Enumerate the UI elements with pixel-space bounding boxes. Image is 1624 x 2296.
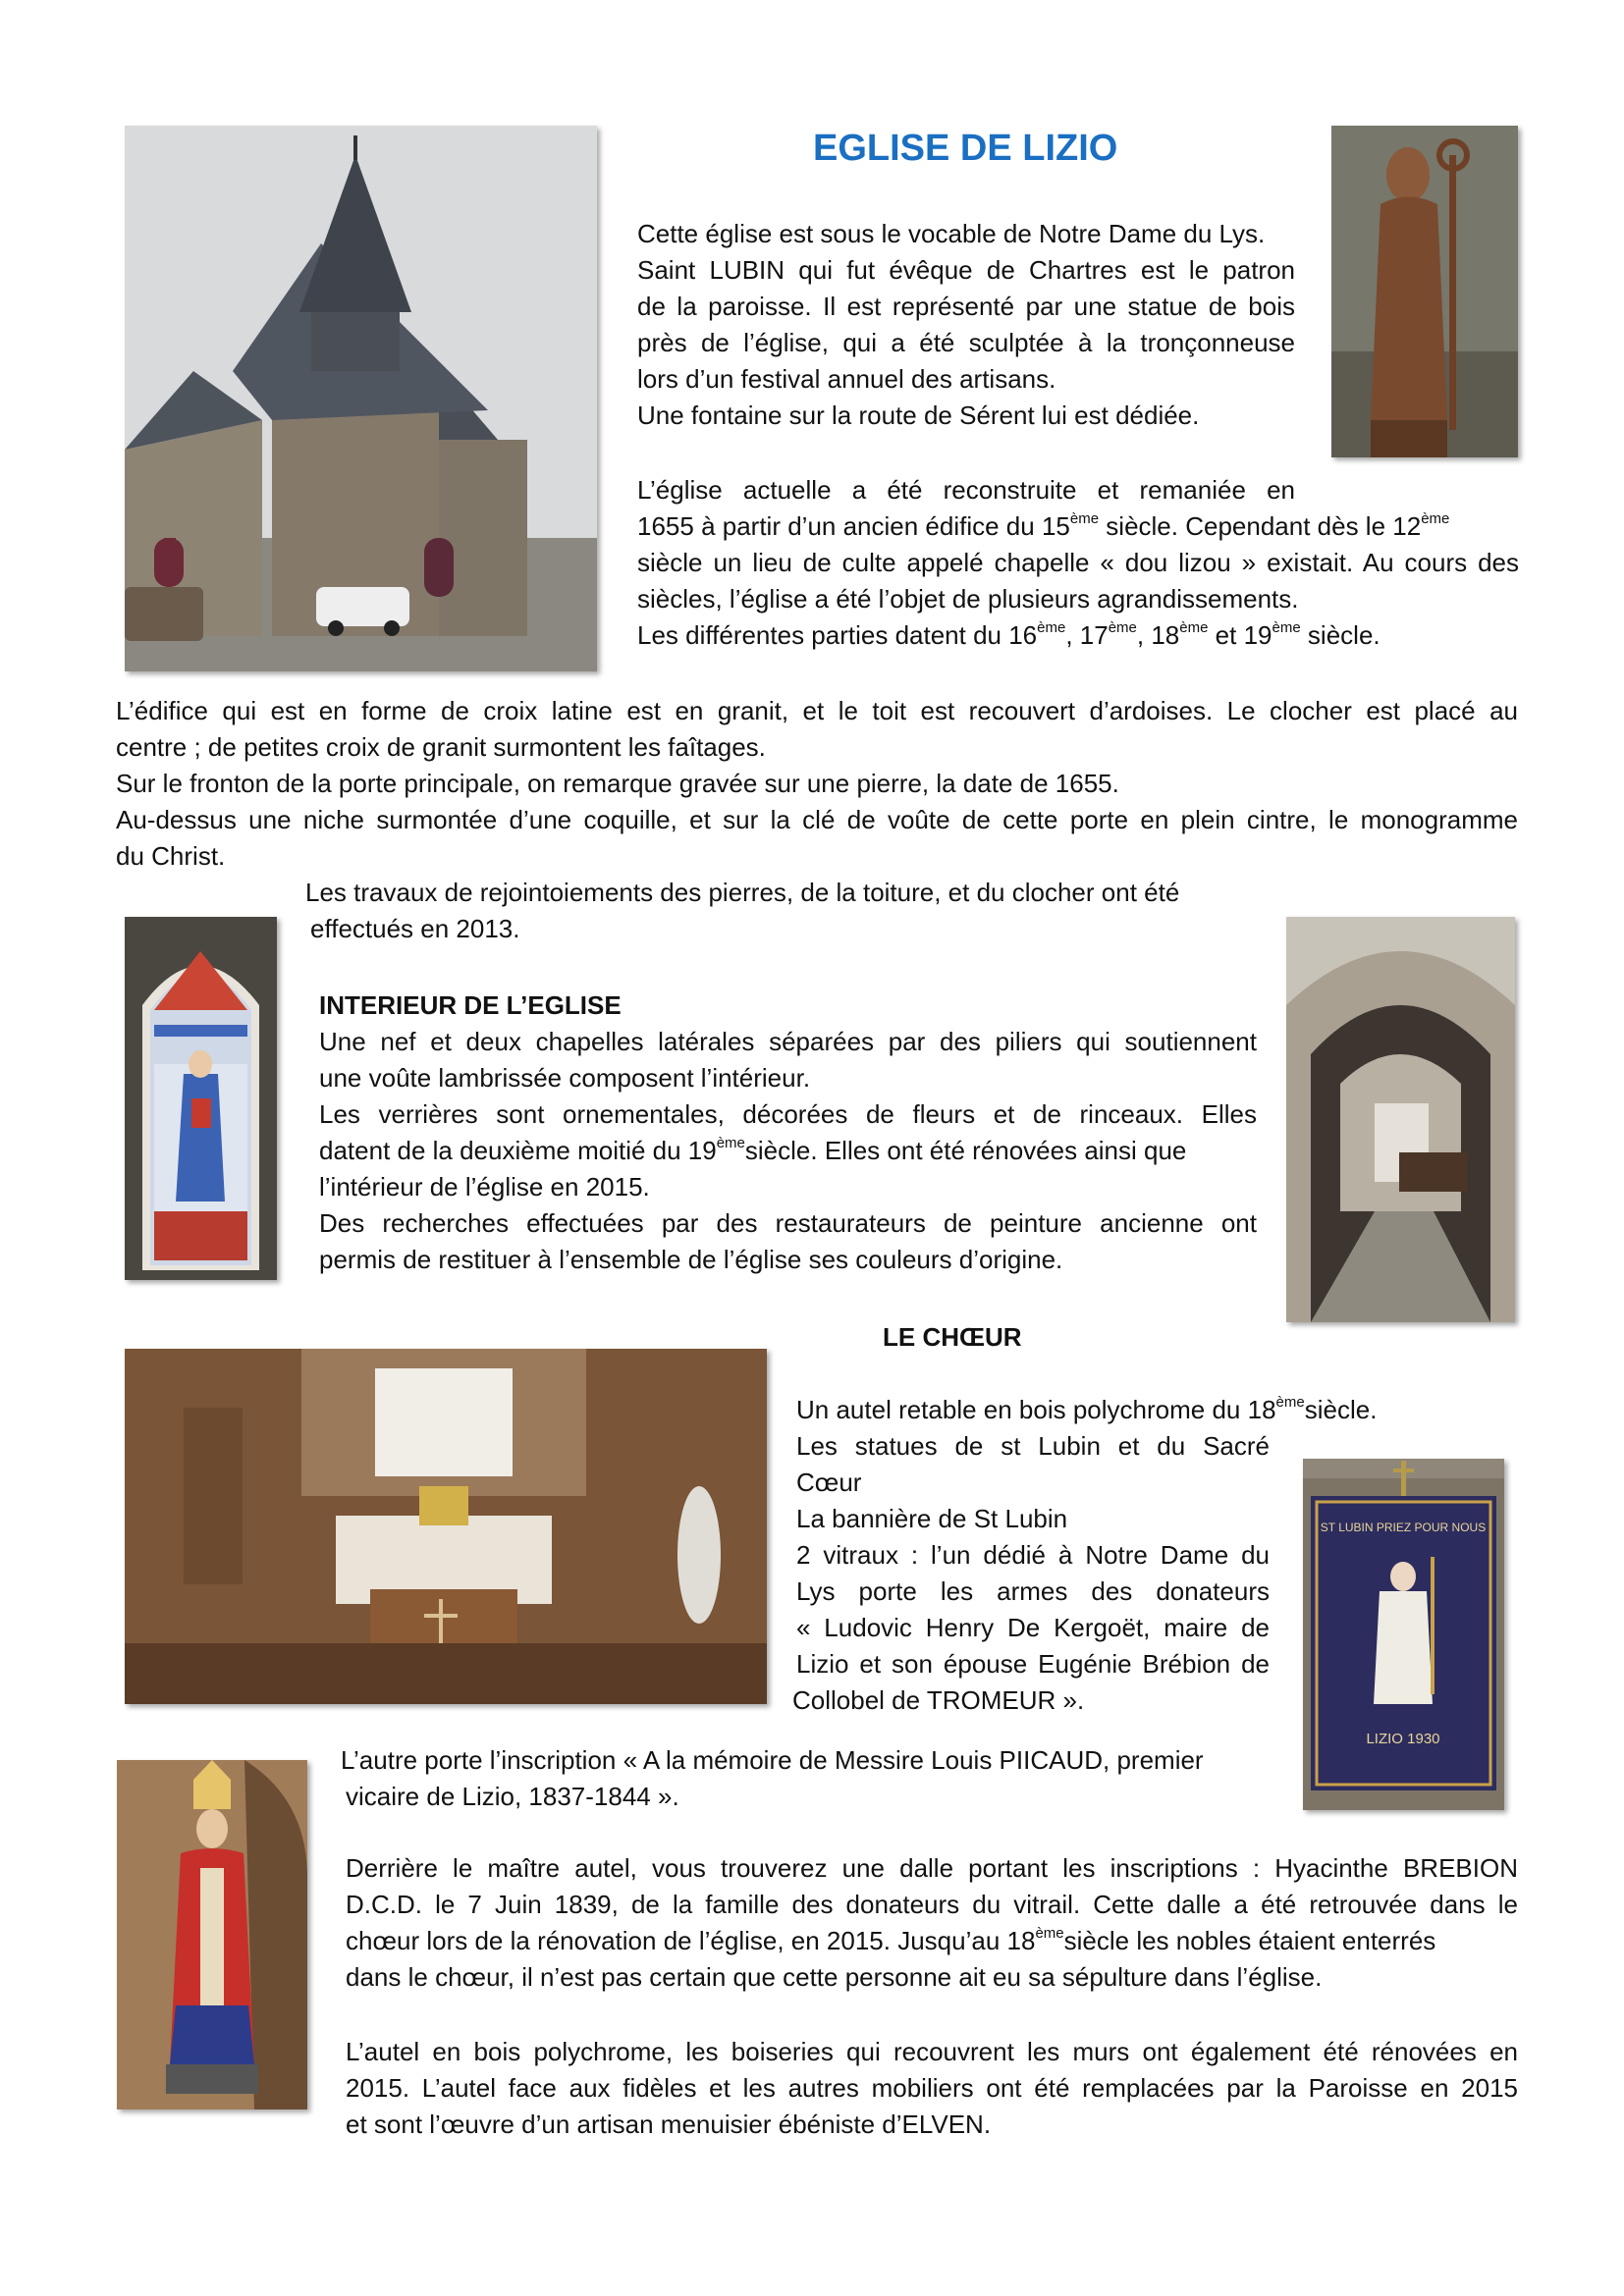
intro-line: près de l’église, qui a été sculptée à la tronçonneuse [637, 328, 1295, 357]
choeur-line: Un autel retable en bois polychrome du 18èmesiècle. [796, 1394, 1378, 1424]
saint-lubin-banner-photo [1303, 1459, 1504, 1810]
page-title: EGLISE DE LIZIO [813, 128, 1118, 169]
history-line: L’église actuelle a été reconstruite et remaniée en [637, 475, 1295, 505]
dalle-line: dans le chœur, il n’est pas certain que cette personne ait eu sa sépulture dans l’église. [346, 1962, 1323, 1992]
history-line: 1655 à partir d’un ancien édifice du 15ème siècle. Cependant dès le 12ème [637, 510, 1450, 541]
interior-heading: INTERIEUR DE L’EGLISE [319, 990, 622, 1020]
exterior-line: du Christ. [116, 841, 226, 871]
autel-line: 2015. L’autel face aux fidèles et les autres mobiliers ont été remplacées par la Paroisse en 2015 [346, 2073, 1518, 2103]
exterior-line: Sur le fronton de la porte principale, on remarque gravée sur une pierre, la date de 1655. [116, 769, 1119, 798]
history-line: siècles, l’église a été l’objet de plusieurs agrandissements. [637, 584, 1299, 614]
choeur-line: Lizio et son épouse Eugénie Brébion de [796, 1649, 1270, 1679]
intro-line: Une fontaine sur la route de Sérent lui est dédiée. [637, 400, 1200, 430]
banner-date: LIZIO 1930 [1366, 1731, 1440, 1747]
choeur-heading: LE CHŒUR [883, 1322, 1022, 1352]
choeur-line: 2 vitraux : l’un dédié à Notre Dame du [796, 1540, 1270, 1570]
interior-line: datent de la deuxième moitié du 19èmesiècle. Elles ont été rénovées ainsi que [319, 1135, 1187, 1165]
dalle-line: chœur lors de la rénovation de l’église, en 2015. Jusqu’au 18èmesiècle les nobles étaient enterrés [346, 1925, 1436, 1955]
interior-line: Une nef et deux chapelles latérales séparées par des piliers qui soutiennent [319, 1027, 1257, 1056]
interior-line: l’intérieur de l’église en 2015. [319, 1172, 650, 1201]
intro-line: Cette église est sous le vocable de Notre Dame du Lys. [637, 219, 1266, 248]
exterior-line: centre ; de petites croix de granit surmontent les faîtages. [116, 732, 766, 762]
church-exterior-photo [125, 126, 597, 671]
history-line: Les différentes parties datent du 16ème, 17ème, 18ème et 19ème siècle. [637, 619, 1380, 650]
choeur-line: Collobel de TROMEUR ». [792, 1685, 1085, 1715]
intro-line: lors d’un festival annuel des artisans. [637, 364, 1056, 394]
history-line: siècle un lieu de culte appelé chapelle « dou lizou » existait. Au cours des [637, 548, 1519, 577]
exterior-line: L’édifice qui est en forme de croix latine est en granit, et le toit est recouvert d’ardoises. Le clocher est placé au [116, 696, 1518, 725]
interior-line: Les verrières sont ornementales, décorées de fleurs et de rinceaux. Elles [319, 1099, 1257, 1129]
autel-line: L’autel en bois polychrome, les boiseries qui recouvrent les murs ont également été rénovées en [346, 2037, 1518, 2066]
polychrome-statue-photo [117, 1760, 307, 2109]
intro-line: Saint LUBIN qui fut évêque de Chartres est le patron [637, 255, 1295, 285]
wooden-statue-photo [1331, 126, 1518, 457]
choeur-line: L’autre porte l’inscription « A la mémoire de Messire Louis PIICAUD, premier [341, 1745, 1204, 1775]
intro-line: de la paroisse. Il est représenté par une statue de bois [637, 292, 1295, 321]
autel-line: et sont l’œuvre d’un artisan menuisier ébéniste d’ELVEN. [346, 2109, 992, 2139]
banner-inscription: ST LUBIN PRIEZ POUR NOUS [1320, 1521, 1487, 1534]
choeur-line: Les statues de st Lubin et du Sacré [796, 1431, 1270, 1461]
choeur-line: vicaire de Lizio, 1837-1844 ». [346, 1782, 679, 1811]
interior-line: une voûte lambrissée composent l’intérieur. [319, 1063, 811, 1093]
interior-line: Des recherches effectuées par des restaurateurs de peinture ancienne ont [319, 1208, 1257, 1238]
dalle-line: D.C.D. le 7 Juin 1839, de la famille des donateurs du vitrail. Cette dalle a été retrouvée dans le [346, 1890, 1518, 1919]
choeur-line: Cœur [796, 1468, 862, 1497]
exterior-line: Au-dessus une niche surmontée d’une coquille, et sur la clé de voûte de cette porte en plein cintre, le monogramme [116, 805, 1518, 834]
dalle-line: Derrière le maître autel, vous trouverez une dalle portant les inscriptions : Hyacinthe BREBION [346, 1853, 1518, 1883]
choir-altar-photo [125, 1349, 767, 1704]
exterior-line: Les travaux de rejointoiements des pierres, de la toiture, et du clocher ont été [305, 878, 1180, 907]
exterior-line: effectués en 2013. [310, 914, 520, 943]
choeur-line: « Ludovic Henry De Kergoët, maire de [796, 1613, 1270, 1642]
interior-line: permis de restituer à l’ensemble de l’église ses couleurs d’origine. [319, 1245, 1063, 1274]
choeur-line: La bannière de St Lubin [796, 1504, 1068, 1533]
stained-glass-photo [125, 917, 277, 1280]
interior-arch-photo [1286, 917, 1515, 1322]
choeur-line: Lys porte les armes des donateurs [796, 1576, 1270, 1606]
